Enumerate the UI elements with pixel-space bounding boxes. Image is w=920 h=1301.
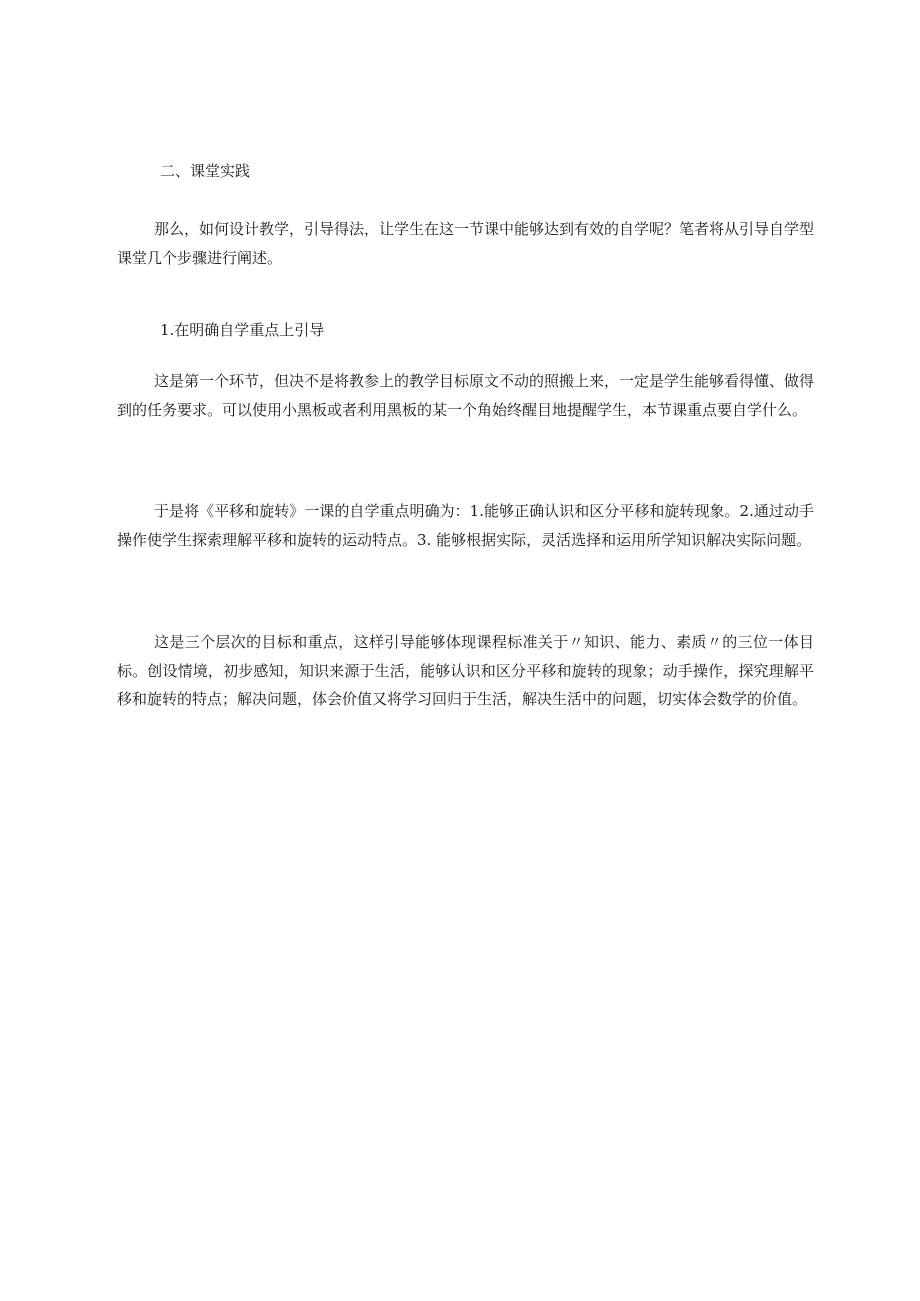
subheading: 1.在明确自学重点上引导 <box>160 321 325 339</box>
intro-paragraph: 那么，如何设计教学，引导得法，让学生在这一节课中能够达到有效的自学呢？笔者将从引导自学型课堂几个步骤进行阐述。 <box>117 220 815 267</box>
body-paragraph: 这是第一个环节，但决不是将教参上的教学目标原文不动的照搬上来，一定是学生能够看得懂、做得到的任务要求。可以使用小黑板或者利用黑板的某一个角始终醒目地提醒学生，本节课重点要自学什么。 <box>117 372 815 419</box>
body-paragraph: 这是三个层次的目标和重点，这样引导能够体现课程标准关于〃知识、能力、素质〃的三位一体目标。创设情境，初步感知，知识来源于生活，能够认识和区分平移和旋转的现象；动手操作，探究理解平移和旋转的特点；解决问题，体会价值又将学习回归于生活，解决生活中的问题，切实体会数学的价值。 <box>117 633 814 709</box>
section-heading: 二、课堂实践 <box>160 162 251 180</box>
body-paragraph: 于是将《平移和旋转》一课的自学重点明确为：1.能够正确认识和区分平移和旋转现象。2.通过动手操作使学生探索理解平移和旋转的运动特点。3. 能够根据实际，灵活选择和运用所学知识解决实际问题。 <box>117 502 814 549</box>
